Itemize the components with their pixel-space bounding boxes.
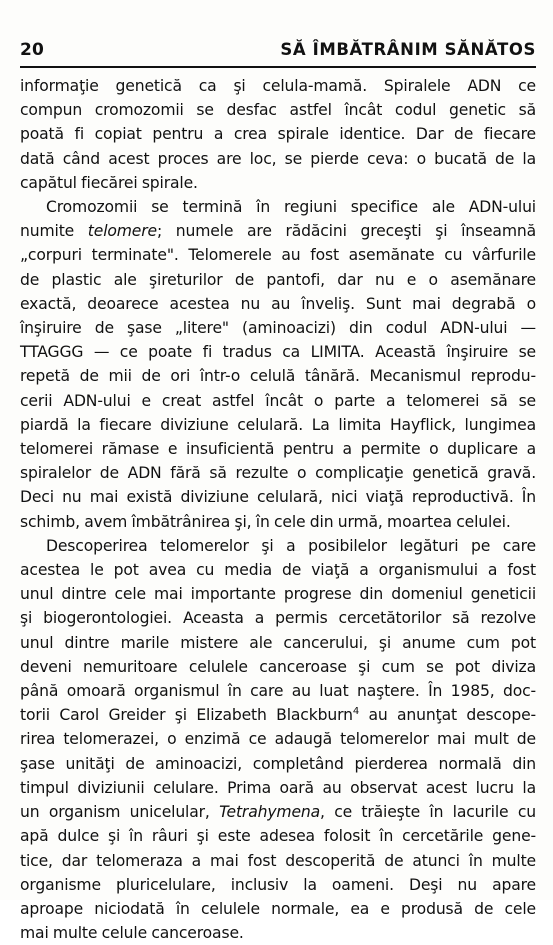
- text-line: [20, 703, 536, 727]
- text-line: unul dintre marile mistere ale cancerului, şi anume cum pot: [20, 633, 536, 652]
- text-line: cerii ADN-ului e creat astfel încât o parte a telomerei să se: [20, 391, 536, 410]
- text-line: timpul diviziunii celulare. Prima oară au observat acest lucru la: [20, 778, 536, 797]
- text-line: telomerei rămase e insuficientă pentru a permite o duplicare a: [20, 440, 536, 459]
- text-line: mai multe celule canceroase.: [20, 924, 244, 943]
- text-line: tice, dar telomeraza a mai fost descoperită de atunci în multe: [20, 851, 536, 870]
- text-line: TTAGGG — ce poate fi tradus ca LIMITA. Această înşiruire se: [20, 343, 536, 362]
- text-line: exactă, deoarece acestea nu au înveliş. Sunt mai degrabă o: [20, 294, 536, 313]
- paragraph-2: [20, 195, 536, 534]
- text-line: poată fi copiat pentru a crea spirale identice. Dar de fiecare: [20, 125, 536, 144]
- text-line: [20, 219, 536, 243]
- text-line: repetă de mii de ori într-o celulă tânără. Mecanismul reprodu-: [20, 367, 536, 386]
- page-number: 20: [20, 40, 45, 60]
- text-line: rirea telomerazei, o enzimă ce adaugă telomerelor mai mult de: [20, 730, 536, 749]
- running-title: SĂ ÎMBĂTRÂNIM SĂNĂTOS: [280, 40, 536, 59]
- text-line: spiralelor de ADN fără să rezulte o complicaţie genetică gravă.: [20, 464, 536, 483]
- text-fragment: , ce trăieşte în lacurile cu: [320, 803, 536, 822]
- page-header: [20, 38, 536, 62]
- text-fragment: ; numele are rădăcini greceşti şi înseamnă: [156, 222, 536, 241]
- header-rule: [20, 66, 536, 68]
- text-line: acestea le pot avea cu media de viaţă a organismului a fost: [20, 561, 536, 580]
- text-fragment: numite: [20, 222, 88, 241]
- text-line: schimb, avem îmbătrânirea şi, în cele din urmă, moartea celulei.: [20, 512, 511, 531]
- text-line: compun cromozomii se desfac astfel încât codul genetic să: [20, 101, 536, 120]
- text-line: deveni nemuritoare celulele canceroase şi cum se pot diviza: [20, 657, 536, 676]
- italic-term-tetrahymena: Tetrahymena: [219, 803, 321, 822]
- text-line: de plastic ale şireturilor de pantofi, dar nu e o asemănare: [20, 270, 536, 289]
- paragraph-1: [20, 74, 536, 195]
- text-line: dată când acest proces are loc, se pierde ceva: o bucată de la: [20, 149, 536, 168]
- text-fragment: au anunţat descope-: [359, 706, 536, 725]
- text-line: capătul fiecărei spirale.: [20, 173, 198, 192]
- italic-term-telomere: telomere: [87, 222, 157, 241]
- text-line: „corpuri terminate". Telomerele au fost asemănate cu vârfurile: [20, 246, 536, 265]
- text-line: organisme pluricelulare, inclusiv la oameni. Deşi nu apare: [20, 875, 536, 894]
- text-line: [20, 800, 536, 824]
- text-line: şase unităţi de aminoacizi, completând pierderea normală din: [20, 754, 536, 773]
- text-fragment: torii Carol Greider şi Elizabeth Blackburn: [20, 706, 353, 725]
- text-line: până omoară organismul în care au luat naştere. În 1985, doc-: [20, 682, 536, 701]
- text-line: informaţie genetică ca şi celula-mamă. Spiralele ADN ce: [20, 77, 536, 95]
- footnote-reference: 4: [352, 706, 360, 718]
- text-line: unul dintre cele mai importante progrese din domeniul geneticii: [20, 585, 536, 604]
- text-fragment: un organism unicelular,: [20, 803, 220, 822]
- text-line: Descoperirea telomerelor şi a posibilelor legături pe care: [46, 536, 536, 555]
- body-text: [20, 74, 536, 945]
- text-line: înşiruire de şase „litere" (aminoacizi) din codul ADN-ului —: [20, 319, 536, 338]
- text-line: apă dulce şi în râuri şi este adesea folosit în cercetările gene-: [20, 827, 536, 846]
- text-line: piardă la fiecare diviziune celulară. La limita Hayflick, lungimea: [20, 415, 536, 434]
- paragraph-3: [20, 534, 536, 945]
- text-line: Cromozomii se termină în regiuni specifice ale ADN-ului: [46, 198, 536, 217]
- text-line: aproape niciodată în celulele normale, ea e produsă de cele: [20, 899, 536, 918]
- text-line: şi biogerontologiei. Aceasta a permis cercetătorilor să rezolve: [20, 609, 536, 628]
- text-line: Deci nu mai există diviziune celulară, nici viaţă reproductivă. În: [20, 488, 536, 507]
